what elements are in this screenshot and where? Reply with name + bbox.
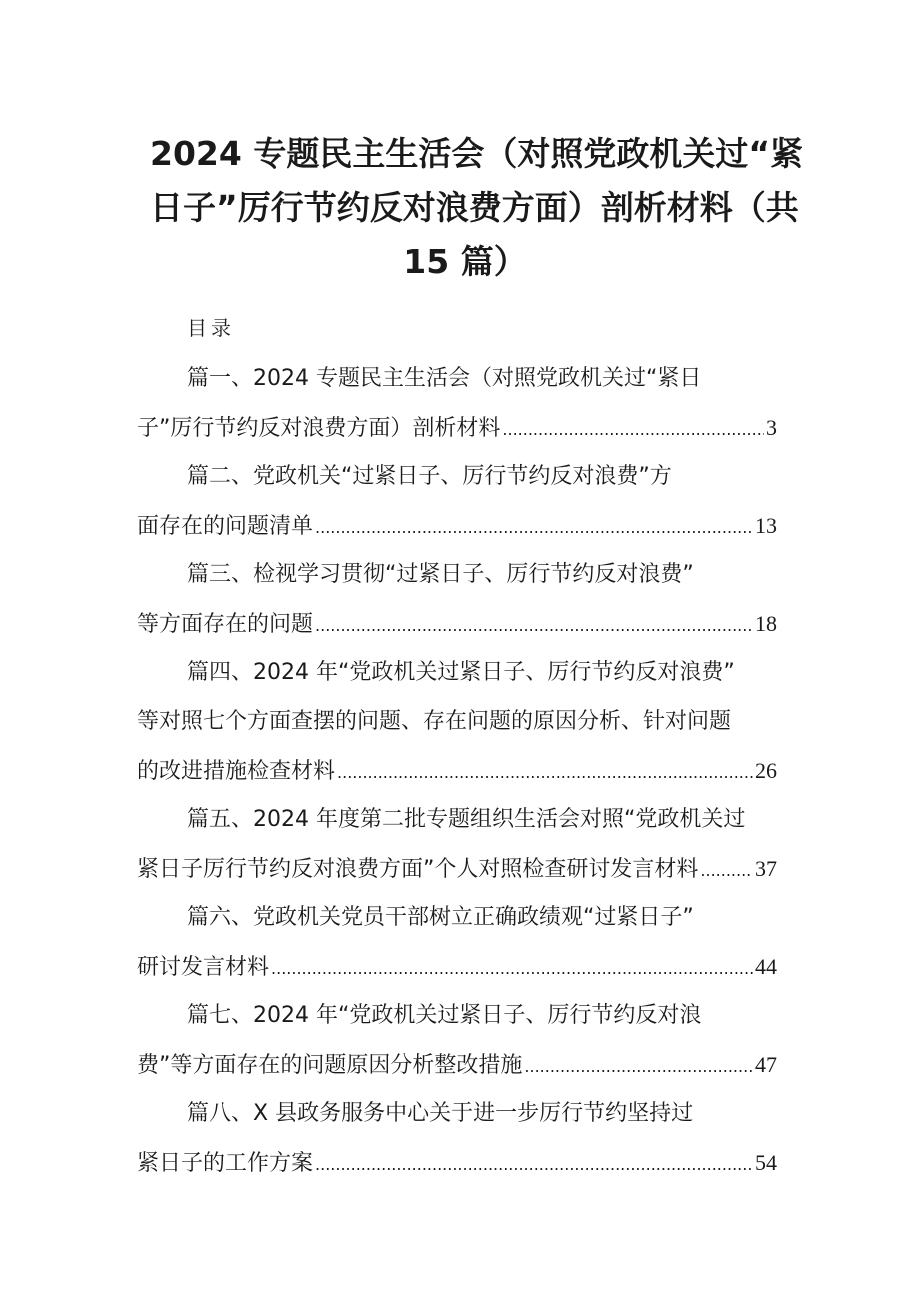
title-line: 日子”厉行节约反对浪费方面）剖析材料（共	[150, 188, 799, 227]
table-of-contents	[137, 354, 777, 1187]
toc-dot-leader	[315, 601, 753, 648]
toc-entry-line	[137, 501, 777, 550]
toc-entry-text: 研讨发言材料	[137, 955, 270, 980]
toc-entry-line: 篇四、2024 年“党政机关过紧日子、厉行节约反对浪费”	[187, 660, 735, 685]
toc-page-number: 13	[755, 513, 777, 538]
toc-entry[interactable]	[137, 354, 777, 452]
toc-dot-leader	[524, 1042, 753, 1089]
toc-dot-leader	[700, 846, 753, 893]
toc-entry-text: 的改进措施检查材料	[137, 759, 336, 784]
toc-entry-line: 篇二、党政机关“过紧日子、厉行节约反对浪费”方	[187, 464, 672, 489]
toc-heading: 目录	[187, 316, 235, 340]
toc-entry-line	[137, 403, 777, 452]
toc-dot-leader	[502, 405, 764, 452]
toc-entry[interactable]	[137, 795, 777, 893]
toc-page-number: 54	[755, 1150, 777, 1175]
toc-entry-text: 费”等方面存在的问题原因分析整改措施	[137, 1053, 523, 1078]
toc-entry[interactable]	[137, 452, 777, 550]
toc-entry-line: 篇一、2024 专题民主生活会（对照党政机关过“紧日	[187, 366, 702, 391]
toc-entry[interactable]	[137, 1089, 777, 1187]
toc-entry-line: 篇七、2024 年“党政机关过紧日子、厉行节约反对浪	[187, 1003, 702, 1028]
toc-entry[interactable]	[137, 648, 777, 795]
toc-page-number: 18	[755, 611, 777, 636]
toc-dot-leader	[271, 944, 753, 991]
document-title	[150, 127, 804, 289]
toc-page-number: 3	[766, 415, 777, 440]
toc-entry[interactable]	[137, 893, 777, 991]
toc-page-number: 37	[755, 856, 777, 881]
toc-entry-text: 面存在的问题清单	[137, 514, 314, 539]
toc-entry-line: 篇八、X 县政务服务中心关于进一步厉行节约坚持过	[187, 1101, 694, 1126]
toc-entry-line: 篇六、党政机关党员干部树立正确政绩观“过紧日子”	[187, 905, 694, 930]
toc-entry-line	[137, 1138, 777, 1187]
toc-dot-leader	[337, 748, 753, 795]
toc-entry-line: 等对照七个方面查摆的问题、存在问题的原因分析、针对问题	[137, 709, 732, 734]
toc-entry[interactable]	[137, 991, 777, 1089]
title-line: 2024 专题民主生活会（对照党政机关过“紧	[150, 134, 804, 173]
toc-entry-text: 紧日子的工作方案	[137, 1151, 314, 1176]
toc-entry-line: 篇五、2024 年度第二批专题组织生活会对照“党政机关过	[187, 807, 746, 832]
toc-entry-text: 紧日子厉行节约反对浪费方面”个人对照检查研讨发言材料	[137, 857, 699, 882]
toc-page-number: 26	[755, 758, 777, 783]
toc-entry-line: 篇三、检视学习贯彻“过紧日子、厉行节约反对浪费”	[187, 562, 694, 587]
toc-entry-line	[137, 599, 777, 648]
toc-entry-line	[137, 942, 777, 991]
toc-page-number: 44	[755, 954, 777, 979]
toc-dot-leader	[315, 503, 753, 550]
title-line: 15 篇）	[403, 242, 527, 281]
toc-entry-line	[137, 844, 777, 893]
toc-entry-line	[137, 746, 777, 795]
toc-entry-line	[137, 1040, 777, 1089]
toc-page-number: 47	[755, 1052, 777, 1077]
toc-entry-text: 子”厉行节约反对浪费方面）剖析材料	[137, 416, 501, 441]
toc-entry-text: 等方面存在的问题	[137, 612, 314, 637]
toc-entry[interactable]	[137, 550, 777, 648]
toc-dot-leader	[315, 1140, 753, 1187]
